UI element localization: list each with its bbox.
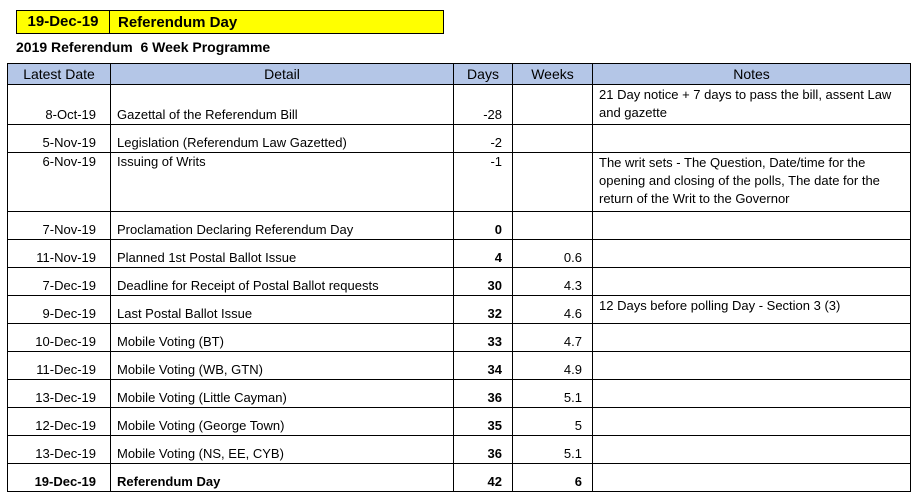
cell-weeks[interactable]: 4.3 — [513, 268, 593, 296]
cell-notes[interactable] — [593, 380, 911, 408]
cell-notes[interactable] — [593, 408, 911, 436]
cell-notes[interactable] — [593, 212, 911, 240]
cell-date[interactable]: 11-Dec-19 — [8, 352, 111, 380]
banner-title: Referendum Day — [118, 13, 238, 31]
cell-detail[interactable]: Mobile Voting (BT) — [111, 324, 454, 352]
cell-notes[interactable] — [593, 352, 911, 380]
cell-days[interactable]: 0 — [454, 212, 513, 240]
cell-days[interactable]: 34 — [454, 352, 513, 380]
banner-date: 19-Dec-19 — [17, 11, 110, 33]
table-row — [8, 85, 911, 125]
cell-date[interactable]: 10-Dec-19 — [8, 324, 111, 352]
cell-notes[interactable] — [593, 240, 911, 268]
cell-days[interactable]: 35 — [454, 408, 513, 436]
header-detail: Detail — [111, 64, 454, 85]
cell-date[interactable]: 9-Dec-19 — [8, 296, 111, 324]
cell-date[interactable]: 12-Dec-19 — [8, 408, 111, 436]
page-subtitle: 2019 Referendum 6 Week Programme — [16, 39, 271, 55]
cell-days[interactable]: -2 — [454, 125, 513, 153]
cell-notes[interactable] — [593, 268, 911, 296]
cell-detail[interactable]: Legislation (Referendum Law Gazetted) — [111, 125, 454, 153]
cell-date[interactable]: 19-Dec-19 — [8, 464, 111, 492]
table-row — [8, 125, 911, 153]
table-row — [8, 352, 911, 380]
cell-days[interactable]: 36 — [454, 436, 513, 464]
header-notes: Notes — [593, 64, 911, 85]
cell-weeks[interactable]: 4.6 — [513, 296, 593, 324]
table-row — [8, 436, 911, 464]
table-row — [8, 380, 911, 408]
cell-days[interactable]: 36 — [454, 380, 513, 408]
cell-detail[interactable]: Issuing of Writs — [111, 153, 454, 212]
cell-weeks[interactable]: 4.7 — [513, 324, 593, 352]
cell-weeks[interactable] — [513, 212, 593, 240]
table-row — [8, 324, 911, 352]
cell-days[interactable]: 32 — [454, 296, 513, 324]
cell-detail[interactable]: Mobile Voting (WB, GTN) — [111, 352, 454, 380]
cell-weeks[interactable]: 4.9 — [513, 352, 593, 380]
cell-weeks[interactable] — [513, 85, 593, 125]
cell-days[interactable]: 33 — [454, 324, 513, 352]
cell-notes[interactable] — [593, 125, 911, 153]
cell-notes[interactable]: 12 Days before polling Day - Section 3 (3) — [593, 296, 911, 324]
cell-date[interactable]: 7-Nov-19 — [8, 212, 111, 240]
cell-days[interactable]: 30 — [454, 268, 513, 296]
cell-weeks[interactable] — [513, 125, 593, 153]
cell-detail[interactable]: Gazettal of the Referendum Bill — [111, 85, 454, 125]
table-row — [8, 408, 911, 436]
cell-notes[interactable] — [593, 436, 911, 464]
cell-detail[interactable]: Deadline for Receipt of Postal Ballot requests — [111, 268, 454, 296]
cell-days[interactable]: -28 — [454, 85, 513, 125]
table-header-row — [8, 64, 911, 85]
cell-notes[interactable] — [593, 324, 911, 352]
cell-detail[interactable]: Mobile Voting (NS, EE, CYB) — [111, 436, 454, 464]
cell-detail[interactable]: Planned 1st Postal Ballot Issue — [111, 240, 454, 268]
programme-table — [7, 63, 911, 492]
header-weeks: Weeks — [513, 64, 593, 85]
table-row — [8, 240, 911, 268]
cell-notes[interactable] — [593, 464, 911, 492]
cell-date[interactable]: 5-Nov-19 — [8, 125, 111, 153]
cell-notes[interactable]: 21 Day notice + 7 days to pass the bill, assent Law and gazette — [593, 85, 911, 125]
cell-notes[interactable]: The writ sets - The Question, Date/time for the opening and closing of the polls, The date for the return of the Writ to the Governor — [593, 153, 911, 212]
cell-detail[interactable]: Mobile Voting (George Town) — [111, 408, 454, 436]
cell-date[interactable]: 13-Dec-19 — [8, 436, 111, 464]
cell-detail[interactable]: Last Postal Ballot Issue — [111, 296, 454, 324]
cell-days[interactable]: 4 — [454, 240, 513, 268]
cell-weeks[interactable]: 5.1 — [513, 380, 593, 408]
cell-date[interactable]: 13-Dec-19 — [8, 380, 111, 408]
cell-weeks[interactable] — [513, 153, 593, 212]
cell-weeks[interactable]: 5.1 — [513, 436, 593, 464]
cell-date[interactable]: 6-Nov-19 — [8, 153, 111, 212]
table-row — [8, 268, 911, 296]
table-row — [8, 153, 911, 212]
cell-weeks[interactable]: 5 — [513, 408, 593, 436]
header-banner — [16, 10, 444, 34]
cell-days[interactable]: -1 — [454, 153, 513, 212]
cell-detail[interactable]: Proclamation Declaring Referendum Day — [111, 212, 454, 240]
cell-date[interactable]: 8-Oct-19 — [8, 85, 111, 125]
cell-detail[interactable]: Mobile Voting (Little Cayman) — [111, 380, 454, 408]
cell-detail[interactable]: Referendum Day — [111, 464, 454, 492]
cell-weeks[interactable]: 6 — [513, 464, 593, 492]
cell-date[interactable]: 11-Nov-19 — [8, 240, 111, 268]
cell-days[interactable]: 42 — [454, 464, 513, 492]
table-row — [8, 296, 911, 324]
table-row — [8, 464, 911, 492]
table-row — [8, 212, 911, 240]
header-latest-date: Latest Date — [8, 64, 111, 85]
header-days: Days — [454, 64, 513, 85]
cell-date[interactable]: 7-Dec-19 — [8, 268, 111, 296]
cell-weeks[interactable]: 0.6 — [513, 240, 593, 268]
